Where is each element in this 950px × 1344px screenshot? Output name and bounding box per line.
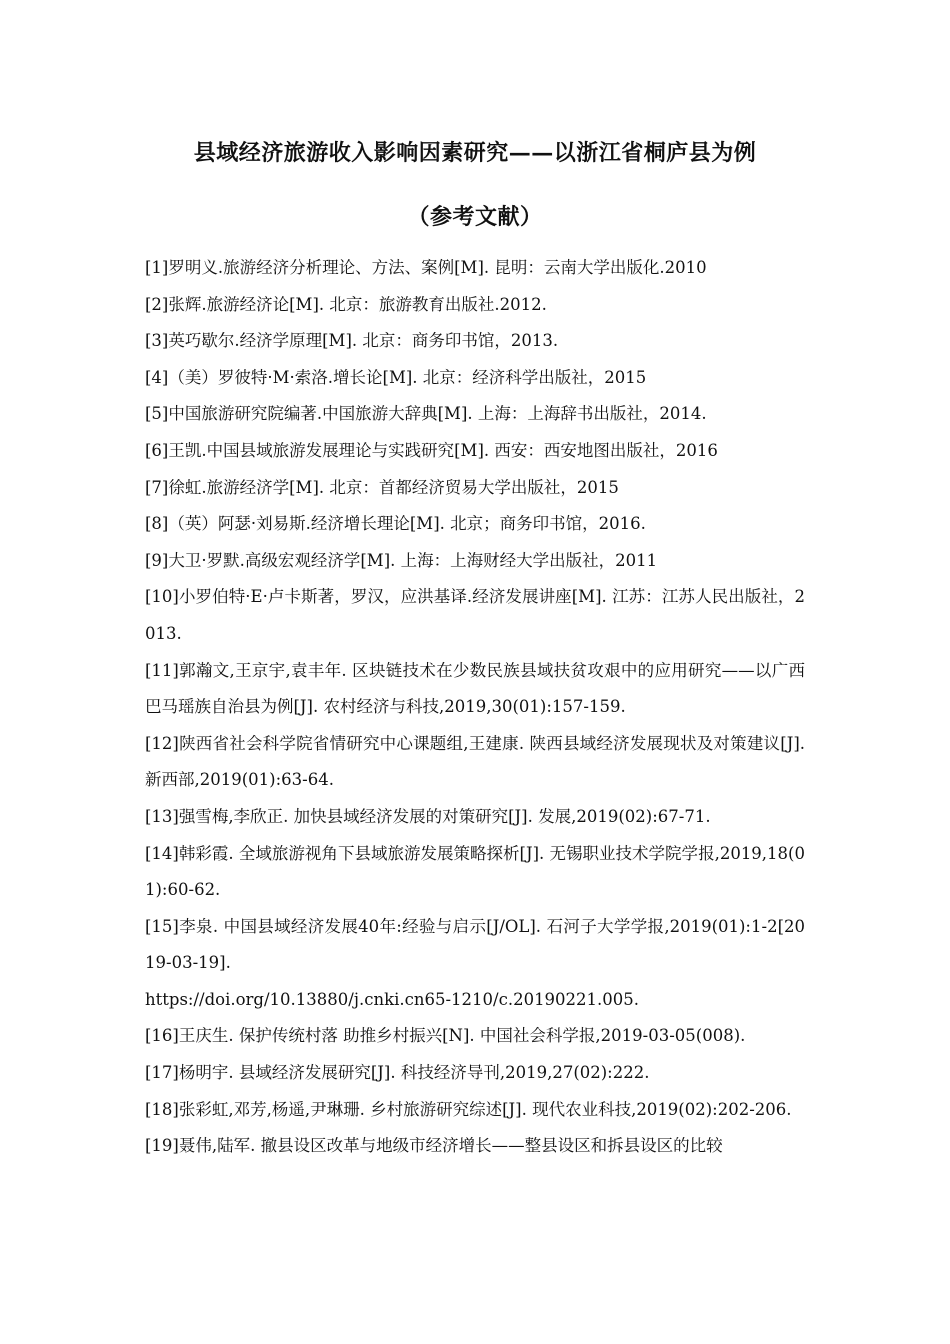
reference-item: [12]陕西省社会科学院省情研究中心课题组,王建康. 陕西县域经济发展现状及对策建议[J]. 新西部,2019(01):63-64. [145, 733, 805, 790]
reference-item: [13]强雪梅,李欣正. 加快县域经济发展的对策研究[J]. 发展,2019(02):67-71. [145, 806, 711, 826]
reference-item: [2]张辉.旅游经济论[M]. 北京：旅游教育出版社.2012. [145, 294, 547, 314]
reference-item: [5]中国旅游研究院编著.中国旅游大辞典[M]. 上海：上海辞书出版社，2014. [145, 404, 707, 424]
reference-item: [3]英巧歇尔.经济学原理[M]. 北京：商务印书馆，2013. [145, 331, 559, 351]
reference-item: [1]罗明义.旅游经济分析理论、方法、案例[M]. 昆明：云南大学出版化.2010 [145, 258, 707, 277]
reference-item: [4]（美）罗彼特·M·索洛.增长论[M]. 北京：经济科学出版社，2015 [145, 367, 647, 387]
reference-item: [16]王庆生. 保护传统村落 助推乡村振兴[N]. 中国社会科学报,2019-03-05(008). [145, 1026, 746, 1046]
document-title: 县域经济旅游收入影响因素研究——以浙江省桐庐县为例 [193, 140, 757, 166]
reference-list [145, 250, 805, 1165]
reference-item: [10]小罗伯特·E·卢卡斯著，罗汉，应洪基译.经济发展讲座[M]. 江苏：江苏人民出版社，2013. [145, 587, 805, 643]
reference-item: [15]李泉. 中国县域经济发展40年:经验与启示[J/OL]. 石河子大学学报,2019(01):1-2[2019-03-19]. [145, 916, 805, 973]
reference-item: [18]张彩虹,邓芳,杨遥,尹琳珊. 乡村旅游研究综述[J]. 现代农业科技,2019(02):202-206. [145, 1099, 792, 1119]
reference-item: [17]杨明宇. 县域经济发展研究[J]. 科技经济导刊,2019,27(02):222. [145, 1063, 650, 1083]
reference-url[interactable]: https://doi.org/10.13880/j.cnki.cn65-1210/c.20190221.005. [145, 989, 640, 1009]
reference-item: [11]郭瀚文,王京宇,袁丰年. 区块链技术在少数民族县域扶贫攻艰中的应用研究——以广西巴马瑶族自治县为例[J]. 农村经济与科技,2019,30(01):157-159. [145, 660, 805, 717]
reference-item: [19]聂伟,陆军. 撤县设区改革与地级市经济增长——整县设区和拆县设区的比较 [145, 1136, 723, 1156]
reference-item: [6]王凯.中国县域旅游发展理论与实践研究[M]. 西安：西安地图出版社，2016 [145, 440, 718, 460]
reference-item: [14]韩彩霞. 全域旅游视角下县域旅游发展策略探析[J]. 无锡职业技术学院学报,2019,18(01):60-62. [145, 843, 805, 900]
reference-item: [9]大卫·罗默.高级宏观经济学[M]. 上海：上海财经大学出版社，2011 [145, 550, 658, 570]
reference-item: [7]徐虹.旅游经济学[M]. 北京：首都经济贸易大学出版社，2015 [145, 477, 619, 497]
reference-item: [8]（英）阿瑟·刘易斯.经济增长理论[M]. 北京；商务印书馆，2016. [145, 514, 646, 534]
document-subtitle: （参考文献） [407, 204, 543, 230]
